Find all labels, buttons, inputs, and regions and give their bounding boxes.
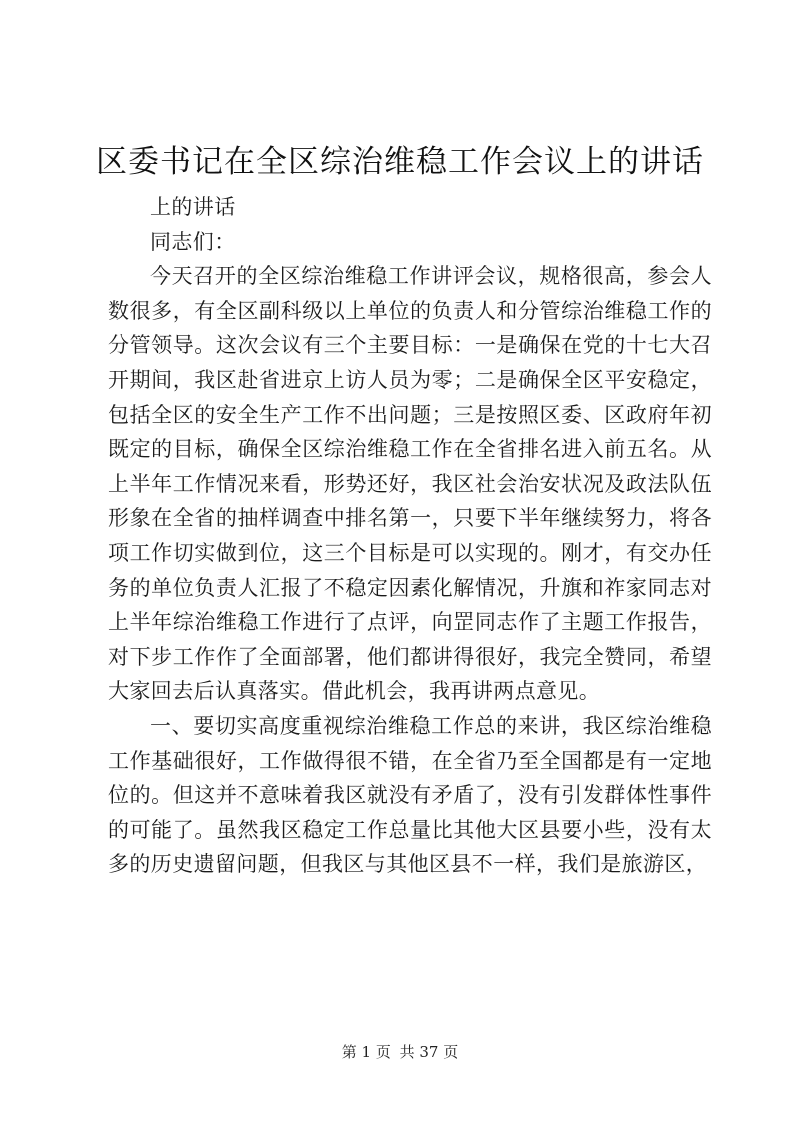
page-number: 第 1 页	[341, 1043, 391, 1061]
document-title: 区委书记在全区综治维稳工作会议上的讲话	[96, 144, 704, 180]
paragraph-point-one: 一、要切实高度重视综治维稳工作总的来讲，我区综治维稳工作基础很好，工作做得很不错，在全省乃至全国都是有一定地位的。但这并不意味着我区就没有矛盾了，没有引发群体性事件的可能了。虽然我区稳定工作总量比其他大区县要小些，没有太多的历史遗留问题，但我区与其他区县不一样，我们是旅游区，	[108, 713, 712, 877]
page-total: 共 37 页	[399, 1043, 459, 1061]
paragraph-subtitle: 上的讲话	[150, 195, 236, 219]
paragraph-salutation: 同志们：	[150, 229, 236, 254]
document-body	[108, 190, 712, 882]
page-footer	[0, 1042, 800, 1062]
paragraph-opening: 今天召开的全区综治维稳工作讲评会议，规格很高，参会人数很多，有全区副科级以上单位的负责人和分管综治维稳工作的分管领导。这次会议有三个主要目标：一是确保在党的十七大召开期间，我区赴省进京上访人员为零；二是确保全区平安稳定，包括全区的安全生产工作不出问题；三是按照区委、区政府年初既定的目标，确保全区综治维稳工作在全省排名进入前五名。从上半年工作情况来看，形势还好，我区社会治安状况及政法队伍形象在全省的抽样调查中排名第一，只要下半年继续努力，将各项工作切实做到位，这三个目标是可以实现的。刚才，有交办任务的单位负责人汇报了不稳定因素化解情况，升旗和祚家同志对上半年综治维稳工作进行了点评，向罡同志作了主题工作报告，对下步工作作了全面部署，他们都讲得很好，我完全赞同，希望大家回去后认真落实。借此机会，我再讲两点意见。	[108, 264, 712, 704]
